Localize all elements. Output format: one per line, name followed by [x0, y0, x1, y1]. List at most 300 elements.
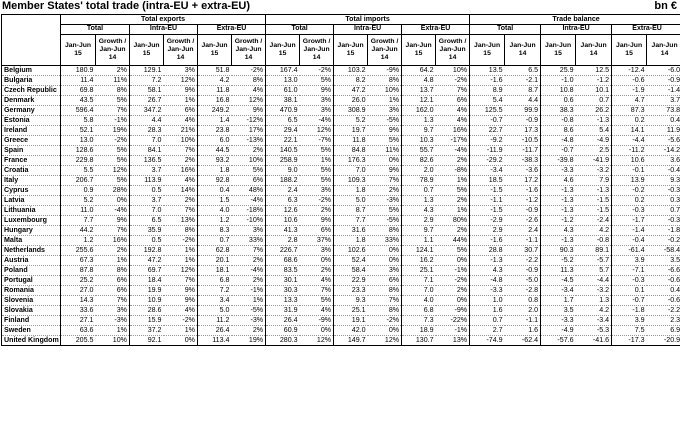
table-cell: 67.3 — [61, 256, 96, 266]
table-cell: -17% — [436, 136, 470, 146]
table-cell: -3.2 — [576, 166, 612, 176]
table-cell: 4% — [300, 306, 334, 316]
table-cell: 0.5 — [130, 236, 164, 246]
table-cell: 10% — [436, 66, 470, 76]
table-cell: 0% — [436, 296, 470, 306]
table-cell: 8.9 — [470, 86, 505, 96]
group-header-exports: Total exports — [61, 15, 266, 25]
table-cell: 16% — [164, 166, 198, 176]
table-cell: 2.8 — [266, 236, 300, 246]
table-cell: 26.4 — [198, 326, 232, 336]
table-cell: 7.3 — [402, 316, 436, 326]
table-row — [2, 146, 680, 156]
country-name: United Kingdom — [2, 336, 61, 346]
table-cell: 12% — [164, 76, 198, 86]
table-cell: -4% — [436, 146, 470, 156]
col-header-value: Jan-Jun 15 — [198, 35, 232, 66]
table-cell: -1.5 — [470, 206, 505, 216]
table-cell: 5.2 — [61, 196, 96, 206]
table-cell: 8% — [164, 226, 198, 236]
table-cell: -41.6 — [576, 336, 612, 346]
table-cell: -1.5 — [576, 206, 612, 216]
table-cell: 2.5 — [576, 146, 612, 156]
table-cell: -9% — [300, 316, 334, 326]
table-cell: -2.8 — [505, 286, 541, 296]
subheader-exports-intra: Intra-EU — [130, 25, 198, 35]
table-cell: 25.9 — [541, 66, 576, 76]
table-cell: 6.9 — [647, 326, 680, 336]
table-cell: 5% — [96, 176, 130, 186]
table-cell: -14.2 — [647, 146, 680, 156]
group-header-imports: Total imports — [266, 15, 470, 25]
table-cell: 29.4 — [266, 126, 300, 136]
table-cell: 23.3 — [334, 286, 368, 296]
table-cell: -3.4 — [576, 316, 612, 326]
table-cell: 84.8 — [334, 146, 368, 156]
table-row — [2, 306, 680, 316]
table-cell: -5.2 — [541, 256, 576, 266]
table-cell: -58.4 — [647, 246, 680, 256]
table-cell: 26.0 — [334, 96, 368, 106]
table-cell: 0% — [368, 156, 402, 166]
table-cell: -1.2 — [505, 196, 541, 206]
table-cell: 12.5 — [576, 66, 612, 76]
table-cell: 1% — [164, 96, 198, 106]
table-cell: -3.2 — [576, 286, 612, 296]
table-cell: 11.3 — [541, 266, 576, 276]
table-cell: 10.1 — [576, 86, 612, 96]
table-cell: 1% — [164, 246, 198, 256]
table-cell: 13.5 — [470, 66, 505, 76]
table-row — [2, 66, 680, 76]
table-cell: 10% — [164, 136, 198, 146]
group-header-balance: Trade balance — [470, 15, 680, 25]
table-cell: -2% — [232, 66, 266, 76]
table-cell: -1.1 — [505, 236, 541, 246]
table-cell: 15.9 — [130, 316, 164, 326]
table-cell: 0% — [164, 336, 198, 346]
table-cell: 2% — [232, 326, 266, 336]
table-cell: 162.0 — [402, 106, 436, 116]
table-cell: 3% — [232, 226, 266, 236]
table-cell: 92.8 — [198, 176, 232, 186]
table-cell: 6% — [164, 106, 198, 116]
table-cell: 1.4 — [198, 116, 232, 126]
table-cell: -2% — [164, 236, 198, 246]
table-cell: -2.2 — [647, 306, 680, 316]
country-name: Poland — [2, 266, 61, 276]
table-cell: 2% — [164, 196, 198, 206]
table-cell: 9.3 — [647, 176, 680, 186]
table-cell: -7.1 — [612, 266, 647, 276]
table-cell: -1.3 — [576, 186, 612, 196]
table-cell: 3% — [300, 96, 334, 106]
table-cell: -5.6 — [647, 136, 680, 146]
country-name: Lithuania — [2, 206, 61, 216]
table-cell: 10.9 — [130, 296, 164, 306]
table-cell: 92.1 — [130, 336, 164, 346]
table-cell: 31.6 — [334, 226, 368, 236]
table-cell: 84.1 — [130, 146, 164, 156]
table-cell: 68.6 — [266, 256, 300, 266]
table-cell: -0.3 — [612, 276, 647, 286]
table-cell: 13.7 — [402, 86, 436, 96]
table-cell: 11.8 — [334, 136, 368, 146]
table-cell: 99.9 — [505, 106, 541, 116]
table-cell: 83.5 — [266, 266, 300, 276]
table-cell: 1% — [96, 326, 130, 336]
table-cell: 0.9 — [61, 186, 96, 196]
table-cell: 52.1 — [61, 126, 96, 136]
table-cell: 124.1 — [402, 246, 436, 256]
table-cell: 1% — [164, 326, 198, 336]
table-row — [2, 286, 680, 296]
table-cell: -1.3 — [470, 256, 505, 266]
table-cell: 8.2 — [334, 76, 368, 86]
table-cell: 7% — [96, 106, 130, 116]
table-row — [2, 76, 680, 86]
table-cell: -20.9 — [647, 336, 680, 346]
table-cell: -11.7 — [505, 146, 541, 156]
table-cell: 7% — [368, 176, 402, 186]
table-cell: -2.9 — [470, 216, 505, 226]
table-cell: -0.6 — [612, 76, 647, 86]
table-cell: -39.8 — [541, 156, 576, 166]
table-cell: -2% — [164, 316, 198, 326]
table-cell: 47.2 — [334, 86, 368, 96]
table-row — [2, 156, 680, 166]
table-cell: 13% — [164, 216, 198, 226]
table-cell: -10.5 — [505, 136, 541, 146]
table-cell: 3% — [164, 66, 198, 76]
table-row — [2, 86, 680, 96]
table-cell: 9% — [300, 216, 334, 226]
table-cell: 5% — [368, 136, 402, 146]
table-row — [2, 206, 680, 216]
table-cell: 7.2 — [130, 76, 164, 86]
table-cell: 4% — [164, 116, 198, 126]
table-cell: -0.9 — [505, 266, 541, 276]
table-cell: 4% — [164, 306, 198, 316]
table-cell: 10% — [96, 336, 130, 346]
table-cell: -1% — [436, 326, 470, 336]
table-cell: 3.7 — [130, 196, 164, 206]
table-cell: 17.2 — [505, 176, 541, 186]
table-cell: 61.0 — [266, 86, 300, 96]
table-cell: 8% — [368, 76, 402, 86]
table-cell: -2.4 — [576, 216, 612, 226]
table-cell: 1% — [300, 156, 334, 166]
table-cell: 7% — [96, 226, 130, 236]
table-row — [2, 166, 680, 176]
table-cell: 23.8 — [198, 126, 232, 136]
table-cell: 5% — [436, 246, 470, 256]
table-cell: 2% — [96, 66, 130, 76]
table-cell: 6.3 — [266, 196, 300, 206]
table-cell: 4.0 — [198, 206, 232, 216]
table-cell: 33% — [232, 236, 266, 246]
table-cell: 3% — [300, 106, 334, 116]
table-cell: 4.4 — [130, 116, 164, 126]
subheader-imports-total: Total — [266, 25, 334, 35]
table-cell: 0% — [368, 326, 402, 336]
table-cell: -4% — [300, 116, 334, 126]
table-cell: 4% — [300, 276, 334, 286]
table-cell: 7% — [368, 296, 402, 306]
table-cell: 7.0 — [130, 206, 164, 216]
table-row — [2, 266, 680, 276]
country-name: Romania — [2, 286, 61, 296]
table-cell: 2% — [436, 156, 470, 166]
table-row — [2, 196, 680, 206]
table-cell: 1.6 — [505, 326, 541, 336]
table-cell: 113.9 — [130, 176, 164, 186]
table-cell: 18.1 — [198, 266, 232, 276]
table-cell: 7% — [436, 86, 470, 96]
table-cell: 140.5 — [266, 146, 300, 156]
table-cell: 258.9 — [266, 156, 300, 166]
country-name: Denmark — [2, 96, 61, 106]
table-cell: 11.0 — [61, 206, 96, 216]
table-cell: 103.2 — [334, 66, 368, 76]
country-name: Luxembourg — [2, 216, 61, 226]
table-cell: 38.3 — [541, 106, 576, 116]
col-header-value: Jan-Jun 15 — [402, 35, 436, 66]
table-cell: 9% — [300, 86, 334, 96]
table-cell: 1.8 — [334, 186, 368, 196]
table-cell: 30.1 — [266, 276, 300, 286]
table-cell: -1.3 — [541, 196, 576, 206]
table-cell: 229.8 — [61, 156, 96, 166]
table-cell: 8.3 — [198, 226, 232, 236]
table-cell: 2% — [232, 276, 266, 286]
table-cell: 6% — [96, 286, 130, 296]
table-cell: 0% — [300, 256, 334, 266]
table-cell: 4% — [436, 116, 470, 126]
table-cell: 12% — [164, 266, 198, 276]
table-cell: 6% — [300, 226, 334, 236]
table-cell: -3% — [232, 316, 266, 326]
table-cell: 55.7 — [402, 146, 436, 156]
table-cell: -1.3 — [541, 186, 576, 196]
table-cell: 3.7 — [647, 96, 680, 106]
table-cell: 0% — [368, 256, 402, 266]
col-header-value: Jan-Jun 15 — [130, 35, 164, 66]
table-cell: 14.3 — [61, 296, 96, 306]
table-cell: 5.4 — [470, 96, 505, 106]
table-cell: -0.9 — [505, 116, 541, 126]
col-header-value: Jan-Jun 15 — [61, 35, 96, 66]
table-cell: 9% — [96, 216, 130, 226]
table-cell: 11.9 — [647, 126, 680, 136]
table-cell: 12% — [300, 336, 334, 346]
table-cell: 89.1 — [576, 246, 612, 256]
table-row — [2, 236, 680, 246]
table-cell: 0.7 — [576, 96, 612, 106]
table-cell: 69.8 — [61, 86, 96, 96]
col-header-growth: Growth / Jan-Jun 14 — [368, 35, 402, 66]
table-cell: 1% — [164, 256, 198, 266]
table-cell: 12% — [368, 336, 402, 346]
table-cell: 2% — [96, 246, 130, 256]
table-cell: 128.6 — [61, 146, 96, 156]
table-cell: 6.5 — [130, 216, 164, 226]
table-cell: 93.2 — [198, 156, 232, 166]
col-header-jan14: Jan-Jun 14 — [576, 35, 612, 66]
table-cell: 6% — [232, 176, 266, 186]
table-row — [2, 256, 680, 266]
table-cell: 60.9 — [266, 326, 300, 336]
table-cell: -3.6 — [505, 166, 541, 176]
table-cell: -61.4 — [612, 246, 647, 256]
col-header-jan15: Jan-Jun 15 — [612, 35, 647, 66]
table-cell: -4% — [232, 196, 266, 206]
table-cell: 41.3 — [266, 226, 300, 236]
table-cell: 0% — [368, 246, 402, 256]
table-cell: -0.7 — [470, 116, 505, 126]
table-cell: -5.3 — [576, 326, 612, 336]
col-header-growth: Growth / Jan-Jun 14 — [436, 35, 470, 66]
table-cell: 2% — [232, 256, 266, 266]
table-cell: 1.1 — [402, 236, 436, 246]
table-cell: 9% — [368, 166, 402, 176]
table-cell: 102.6 — [334, 246, 368, 256]
table-cell: 27.1 — [61, 316, 96, 326]
table-cell: -18% — [232, 206, 266, 216]
table-cell: 205.5 — [61, 336, 96, 346]
table-cell: 14.1 — [612, 126, 647, 136]
table-cell: -2.2 — [505, 256, 541, 266]
table-cell: 13.0 — [61, 136, 96, 146]
country-name: Croatia — [2, 166, 61, 176]
table-cell: 3% — [368, 106, 402, 116]
table-cell: 3.9 — [612, 316, 647, 326]
country-name: Malta — [2, 236, 61, 246]
table-cell: -8% — [436, 166, 470, 176]
table-cell: 19.7 — [334, 126, 368, 136]
subheader-imports-intra: Intra-EU — [334, 25, 402, 35]
table-cell: 16.2 — [402, 256, 436, 266]
table-cell: -0.3 — [647, 186, 680, 196]
table-cell: -1.2 — [576, 76, 612, 86]
subheader-exports-total: Total — [61, 25, 130, 35]
table-cell: 2% — [436, 286, 470, 296]
table-cell: -1.8 — [647, 226, 680, 236]
col-header-growth: Growth / Jan-Jun 14 — [300, 35, 334, 66]
table-cell: 19.1 — [334, 316, 368, 326]
table-cell: 11.2 — [198, 316, 232, 326]
table-cell: 7.0 — [130, 136, 164, 146]
table-cell: 2.9 — [470, 226, 505, 236]
table-cell: 9.0 — [266, 166, 300, 176]
table-cell: 12% — [300, 126, 334, 136]
table-cell: 26.4 — [266, 316, 300, 326]
table-cell: -3.4 — [541, 286, 576, 296]
table-cell: 8.7 — [334, 206, 368, 216]
table-cell: 596.4 — [61, 106, 96, 116]
table-cell: 0.8 — [505, 296, 541, 306]
col-header-jan14: Jan-Jun 14 — [505, 35, 541, 66]
table-cell: 125.5 — [470, 106, 505, 116]
table-cell: 9.7 — [402, 126, 436, 136]
table-cell: 6.0 — [198, 136, 232, 146]
table-cell: 6% — [368, 276, 402, 286]
table-cell: 176.3 — [334, 156, 368, 166]
table-cell: -17.3 — [612, 336, 647, 346]
table-cell: 2.0 — [505, 306, 541, 316]
table-cell: 192.8 — [130, 246, 164, 256]
col-header-jan15: Jan-Jun 15 — [470, 35, 505, 66]
table-cell: 52.4 — [334, 256, 368, 266]
table-cell: 7.1 — [402, 276, 436, 286]
table-cell: -0.7 — [612, 296, 647, 306]
table-cell: -2% — [300, 196, 334, 206]
table-cell: 26.7 — [130, 96, 164, 106]
table-cell: -1% — [436, 266, 470, 276]
table-cell: -0.8 — [576, 236, 612, 246]
table-cell: 8% — [96, 86, 130, 96]
table-cell: -1.2 — [541, 216, 576, 226]
table-cell: -38.3 — [505, 156, 541, 166]
table-cell: 7% — [164, 146, 198, 156]
table-row — [2, 216, 680, 226]
col-header-growth: Growth / Jan-Jun 14 — [232, 35, 266, 66]
subheader-balance-extra: Extra-EU — [612, 25, 680, 35]
table-cell: 2% — [300, 266, 334, 276]
table-cell: 5.8 — [61, 116, 96, 126]
table-row — [2, 106, 680, 116]
table-cell: 9.3 — [334, 296, 368, 306]
table-cell: -4.4 — [612, 136, 647, 146]
table-cell: 0.4 — [647, 116, 680, 126]
table-cell: 17% — [232, 126, 266, 136]
table-cell: -2.1 — [505, 76, 541, 86]
table-cell: 1.5 — [198, 196, 232, 206]
table-cell: -57.6 — [541, 336, 576, 346]
table-cell: 149.7 — [334, 336, 368, 346]
table-cell: -3% — [368, 196, 402, 206]
table-cell: 9% — [164, 296, 198, 306]
table-cell: 2% — [368, 186, 402, 196]
table-cell: 0.3 — [647, 196, 680, 206]
table-cell: 5% — [96, 146, 130, 156]
col-header-growth: Growth / Jan-Jun 14 — [96, 35, 130, 66]
table-cell: 16% — [96, 236, 130, 246]
table-cell: 18.4 — [130, 276, 164, 286]
table-cell: 1.3 — [402, 196, 436, 206]
table-cell: -9% — [368, 66, 402, 76]
table-cell: 11% — [96, 76, 130, 86]
col-header-jan15: Jan-Jun 15 — [541, 35, 576, 66]
table-cell: -1.5 — [576, 196, 612, 206]
table-cell: 2% — [436, 226, 470, 236]
table-cell: 12.6 — [266, 206, 300, 216]
table-cell: -1.4 — [612, 226, 647, 236]
table-cell: 1% — [368, 96, 402, 106]
table-cell: -1.1 — [470, 196, 505, 206]
table-cell: 5% — [300, 296, 334, 306]
table-cell: 6% — [96, 276, 130, 286]
table-cell: -11.9 — [470, 146, 505, 156]
table-cell: 5.0 — [198, 306, 232, 316]
table-cell: 7.7 — [61, 216, 96, 226]
table-cell: -5% — [368, 116, 402, 126]
table-cell: -4.4 — [576, 276, 612, 286]
table-cell: 136.5 — [130, 156, 164, 166]
table-cell: 4.4 — [505, 96, 541, 106]
table-cell: 47.2 — [130, 256, 164, 266]
table-cell: 1.6 — [470, 306, 505, 316]
